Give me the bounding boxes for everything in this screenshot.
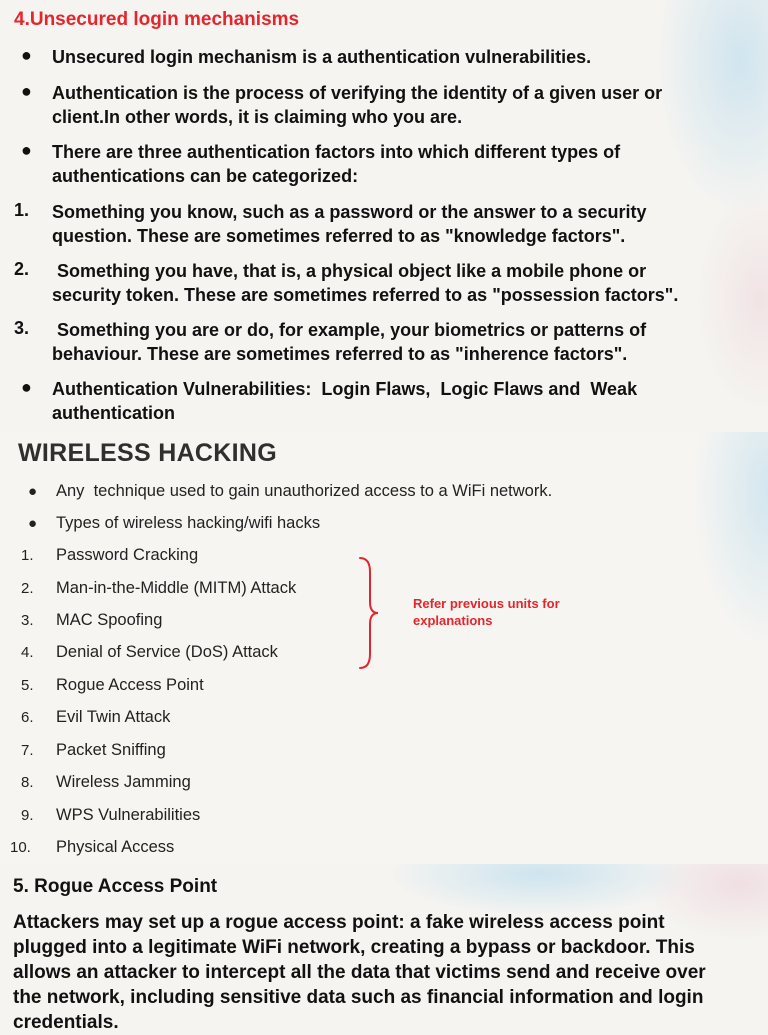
list-item-text: Rogue Access Point — [56, 676, 204, 694]
list-item-text: authentications can be categorized: — [52, 166, 359, 186]
paragraph-line: the network, including sensitive data such as financial information and login — [13, 987, 704, 1008]
list-item-text: Evil Twin Attack — [56, 708, 171, 726]
section-unsecured-login — [0, 0, 768, 432]
number-marker: 1. — [21, 547, 34, 564]
list-item-text: Something you are or do, for example, your biometrics or patterns of — [52, 320, 647, 340]
paragraph-line: credentials. — [13, 1012, 119, 1033]
list-item-text: There are three authentication factors into which different types of — [52, 142, 621, 162]
annotation-note-line: Refer previous units for — [413, 596, 560, 611]
list-item-text: Denial of Service (DoS) Attack — [56, 643, 278, 661]
number-marker: 6. — [21, 709, 34, 726]
list-item-text: Any technique used to gain unauthorized access to a WiFi network. — [56, 482, 553, 500]
list-item-text: behaviour. These are sometimes referred to as "inherence factors". — [52, 344, 628, 364]
bullet-marker: ● — [21, 45, 32, 65]
list-item-text: Unsecured login mechanism is a authentication vulnerabilities. — [52, 47, 592, 67]
list-item-text: Authentication Vulnerabilities: Login Flaws, Logic Flaws and Weak — [52, 379, 638, 399]
section-title: 4.Unsecured login mechanisms — [14, 9, 300, 30]
number-marker: 2. — [14, 259, 30, 279]
section-rogue-access-point — [0, 864, 768, 1033]
list-item-text: Authentication is the process of verifying the identity of a given user or — [52, 83, 663, 103]
bullet-marker: ● — [28, 483, 38, 500]
number-marker: 7. — [21, 742, 34, 759]
list-item-text: security token. These are sometimes referred to as "possession factors". — [52, 285, 679, 305]
list-item-text: Something you have, that is, a physical object like a mobile phone or — [52, 261, 647, 281]
number-marker: 4. — [21, 644, 34, 661]
list-item-text: Man-in-the-Middle (MITM) Attack — [56, 579, 297, 597]
bullet-marker: ● — [21, 140, 32, 160]
number-marker: 3. — [14, 318, 30, 338]
paragraph-line: Attackers may set up a rogue access point: a fake wireless access point — [13, 912, 665, 933]
paragraph-line: plugged into a legitimate WiFi network, creating a bypass or backdoor. This — [13, 937, 695, 958]
curly-brace-icon — [356, 554, 382, 672]
section-wireless-hacking — [0, 432, 768, 864]
list-item-text: authentication — [52, 403, 176, 423]
section-title: 5. Rogue Access Point — [13, 876, 218, 897]
list-item-text: Wireless Jamming — [56, 773, 191, 791]
number-marker: 9. — [21, 807, 34, 824]
list-item-text: Something you know, such as a password or the answer to a security — [52, 202, 647, 222]
list-item-text: Packet Sniffing — [56, 741, 166, 759]
section-title: WIRELESS HACKING — [18, 439, 277, 467]
bullet-marker: ● — [21, 81, 32, 101]
list-item-text: question. These are sometimes referred to as "knowledge factors". — [52, 226, 626, 246]
list-item-text: MAC Spoofing — [56, 611, 163, 629]
number-marker: 5. — [21, 677, 34, 694]
list-item-text: Password Cracking — [56, 546, 199, 564]
number-marker: 1. — [14, 200, 30, 220]
bullet-marker: ● — [21, 377, 32, 397]
number-marker: 10. — [10, 839, 31, 856]
annotation-note-line: explanations — [413, 613, 493, 628]
number-marker: 2. — [21, 580, 34, 597]
number-marker: 3. — [21, 612, 34, 629]
bullet-marker: ● — [28, 515, 38, 532]
list-item-text: Physical Access — [56, 838, 175, 856]
number-marker: 8. — [21, 774, 34, 791]
list-item-text: WPS Vulnerabilities — [56, 806, 201, 824]
paragraph-line: allows an attacker to intercept all the data that victims send and receive over — [13, 962, 706, 983]
list-item-text: client.In other words, it is claiming who you are. — [52, 107, 463, 127]
list-item-text: Types of wireless hacking/wifi hacks — [56, 514, 321, 532]
